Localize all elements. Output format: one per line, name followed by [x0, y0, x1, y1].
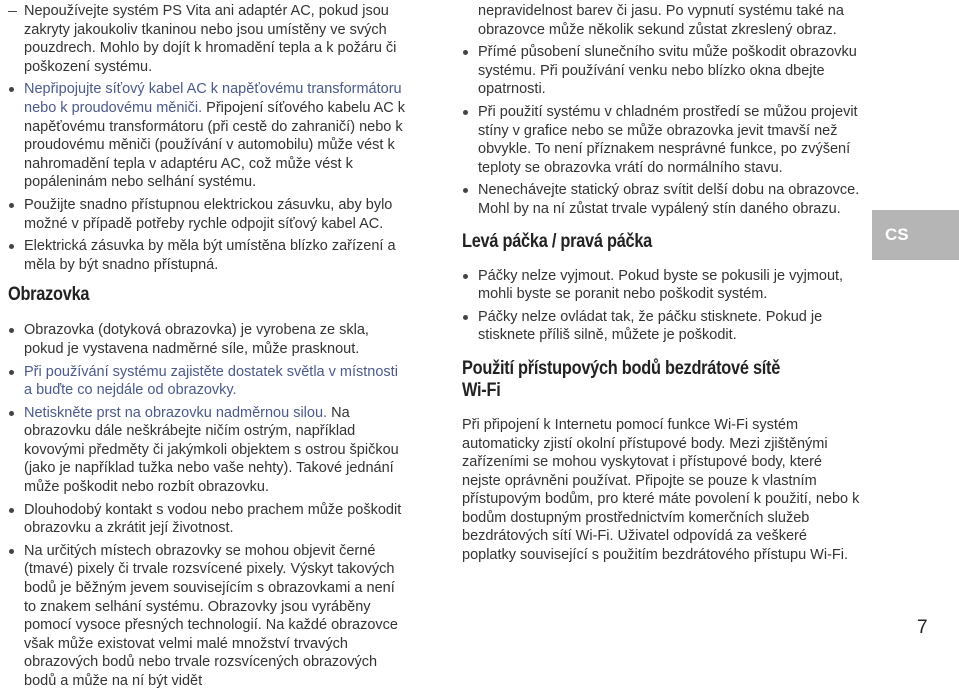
wifi-paragraph: Při připojení k Internetu pomocí funkce Wi-Fi systém automaticky zjistí okolní přístupové body. Mezi zjištěnými zařízeními se mohou vyskytovat i přístupové body, které nejste oprávněni používat. Připojte se pouze k vlastním přístupovým bodům, pro které máte povolení k použití, nebo k bodům dostupným prostřednictvím komerčních služeb bezdrátových sítí Wi-Fi. Uživatel odpovídá za veškeré poplatky související s použitím bezdrátového přístupu Wi-Fi.: [462, 416, 860, 564]
item-text: Páčky nelze ovládat tak, že páčku stisknete. Pokud je stisknete příliš silně, můžete je poškodit.: [478, 308, 823, 344]
packy-list: [462, 267, 862, 345]
list-item: [8, 80, 408, 192]
item-text: Obrazovka (dotyková obrazovka) je vyrobena ze skla, pokud je vystavena nadměrné síle, může prasknout.: [24, 322, 369, 357]
item-text: Při použití systému v chladném prostředí se můžou projevit stíny v grafice nebo se může obrazovka jevit tmavší než obvykle. To není příznakem nesprávné funkce, po zvýšení teploty se obrazovka vrátí do normálního stavu.: [478, 103, 858, 176]
list-item: [8, 542, 408, 691]
right-column: [462, 0, 862, 565]
item-text: Páčky nelze vyjmout. Pokud byste se pokusili je vyjmout, mohli byste se poranit nebo poškodit systém.: [478, 267, 844, 303]
list-item: [462, 103, 862, 177]
list-item: [462, 308, 862, 345]
page-number: 7: [917, 617, 928, 638]
item-text: Dlouhodobý kontakt s vodou nebo prachem může poškodit obrazovku a zkrátit její životnost.: [24, 501, 402, 537]
item-text: Připojení síťového kabelu AC k napěťovému transformátoru (při cestě do zahraničí) nebo k proudovému měniči (používání v automobilu) může vést k nahromadění tepla v adaptéru AC, což může vést k popáleninám nebo selhání systému.: [24, 99, 406, 191]
list-item: [462, 181, 862, 218]
list-item: [8, 237, 408, 274]
list-item: [8, 404, 408, 497]
list-item: [8, 501, 408, 538]
list-item: [462, 267, 862, 304]
list-item: [462, 43, 862, 99]
list-item: [462, 2, 862, 39]
obrazovka-list: [8, 321, 408, 690]
item-text: Elektrická zásuvka by měla být umístěna blízko zařízení a měla by být snadno přístupná.: [24, 238, 396, 273]
section-title-wifi: Použití přístupových bodů bezdrátové sítě Wi-Fi: [462, 357, 781, 401]
right-top-list: [462, 2, 862, 219]
item-text: nepravidelnost barev či jasu. Po vypnutí systému také na obrazovce může několik sekund zůstat zkreslený obraz.: [478, 3, 844, 38]
list-item: [8, 363, 408, 400]
left-column: [8, 0, 408, 695]
item-text: Použijte snadno přístupnou elektrickou zásuvku, aby bylo možné v případě potřeby rychle odpojit síťový kabel AC.: [24, 196, 393, 232]
item-text: Nenechávejte statický obraz svítit delší dobu na obrazovce. Mohl by na ní zůstat trvale vypálený stín daného obrazu.: [478, 182, 860, 217]
item-text: Na určitých místech obrazovky se mohou objevit černé (tmavé) pixely či trvale rozsvícené pixely. Výskyt takových bodů je běžným jevem souvisejícím s obrazovkami a není to znakem selhání systému. Obrazovky jsou vyráběny pomocí vysoce přesných technologií. Na každé obrazovce však může existovat velmi malé množství trvavých obrazových bodů nebo trvale rozsvícených obrazových bodů a může na ní být vidět: [24, 542, 398, 689]
section-title-packy: Levá páčka / pravá páčka: [462, 230, 653, 252]
highlighted-text: Netiskněte prst na obrazovku nadměrnou silou.: [24, 404, 328, 421]
item-text: Na obrazovku dále neškrábejte ničím ostrým, například kovovými předměty či jakýmkoli objektem s ostrou špičkou (jako je například tužka nebo vaše nehty). Takové jednání může poškodit nebo rozbít obrazovku.: [24, 404, 399, 496]
highlighted-text: Při používání systému zajistěte dostatek světla v místnosti a buďte co nejdále od obrazovky.: [24, 363, 398, 399]
section-title-obrazovka: Obrazovka: [8, 284, 90, 306]
language-tab-label: CS: [885, 225, 909, 244]
language-tab: [872, 210, 959, 260]
highlighted-text: Nepřipojujte síťový kabel AC k napěťovému transformátoru nebo k proudovému měniči.: [24, 81, 402, 116]
list-item: [8, 321, 408, 358]
item-text: Nepoužívejte systém PS Vita ani adaptér AC, pokud jsou zakryty jakoukoliv tkaninou nebo jsou umístěny ve svých pouzdrech. Mohlo by dojít k hromadění tepla a k požáru či poškození systému.: [24, 3, 397, 75]
list-item: [8, 196, 408, 233]
item-text: Přímé působení slunečního svitu může poškodit obrazovku systému. Při používání venku nebo blízko okna dbejte opatrnosti.: [478, 44, 857, 98]
left-top-list: [8, 2, 408, 274]
list-item: [8, 2, 408, 76]
